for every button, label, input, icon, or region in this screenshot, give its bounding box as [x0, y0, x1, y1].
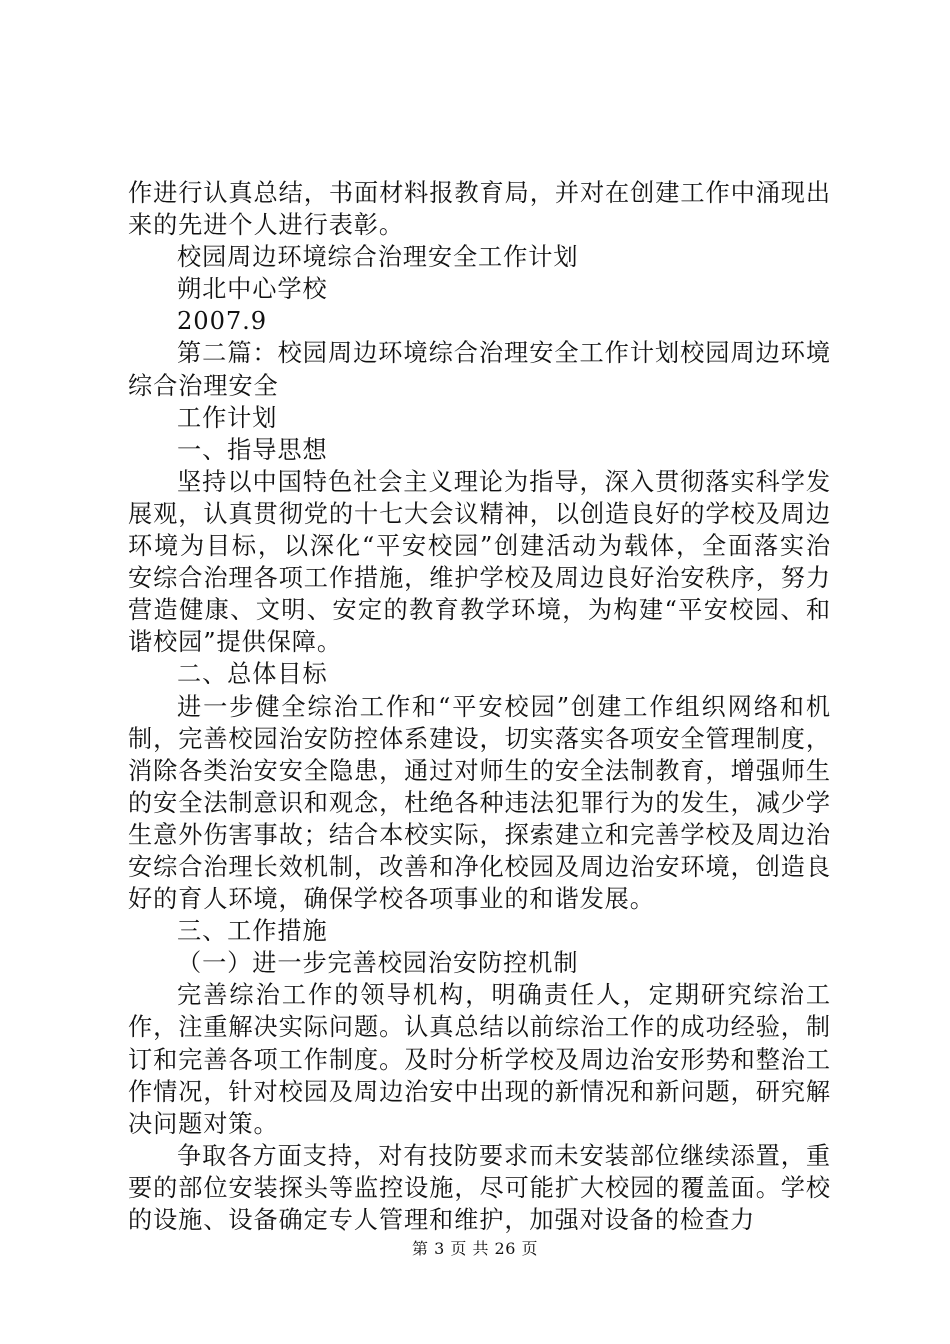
- page-footer: 第 3 页 共 26 页: [412, 1239, 538, 1258]
- document-body: [128, 177, 831, 1236]
- section-heading: 三、工作措施: [177, 917, 328, 946]
- section-heading: 二、总体目标: [177, 660, 328, 689]
- paragraph: 争取各方面支持，对有技防要求而未安装部位继续添置，重要的部位安装探头等监控设施，尽可能扩大校园的覆盖面。学校的设施、设备确定专人管理和维护，加强对设备的检查力: [128, 1141, 831, 1234]
- paragraph: 工作计划: [177, 403, 278, 432]
- paragraph: 第二篇：校园周边环境综合治理安全工作计划校园周边环境综合治理安全: [128, 339, 831, 400]
- section-heading: 一、指导思想: [177, 435, 328, 464]
- paragraph: 坚持以中国特色社会主义理论为指导，深入贯彻落实科学发展观，认真贯彻党的十七大会议精神，以创造良好的学校及周边环境为目标，以深化“平安校园”创建活动为载体，全面落实治安综合治理各项工作措施，维护学校及周边良好治安秩序，努力营造健康、文明、安定的教育教学环境，为构建“平安校园、和谐校园”提供保障。: [128, 467, 831, 657]
- subsection-heading: （一）进一步完善校园治安防控机制: [177, 949, 579, 978]
- paragraph: 完善综治工作的领导机构，明确责任人，定期研究综治工作，注重解决实际问题。认真总结以前综治工作的成功经验，制订和完善各项工作制度。及时分析学校及周边治安形势和整治工作情况，针对校园及周边治安中出现的新情况和新问题，研究解决问题对策。: [128, 981, 831, 1138]
- paragraph: 朔北中心学校: [177, 275, 328, 304]
- paragraph: 作进行认真总结，书面材料报教育局，并对在创建工作中涌现出来的先进个人进行表彰。: [128, 179, 831, 240]
- paragraph: 进一步健全综治工作和“平安校园”创建工作组织网络和机制，完善校园治安防控体系建设，切实落实各项安全管理制度，消除各类治安安全隐患，通过对师生的安全法制教育，增强师生的安全法制意识和观念，杜绝各种违法犯罪行为的发生，减少学生意外伤害事故；结合本校实际，探索建立和完善学校及周边治安综合治理长效机制，改善和净化校园及周边治安环境，创造良好的育人环境，确保学校各项事业的和谐发展。: [128, 692, 831, 914]
- paragraph: 2007.9: [177, 307, 268, 336]
- paragraph: 校园周边环境综合治理安全工作计划: [177, 243, 579, 272]
